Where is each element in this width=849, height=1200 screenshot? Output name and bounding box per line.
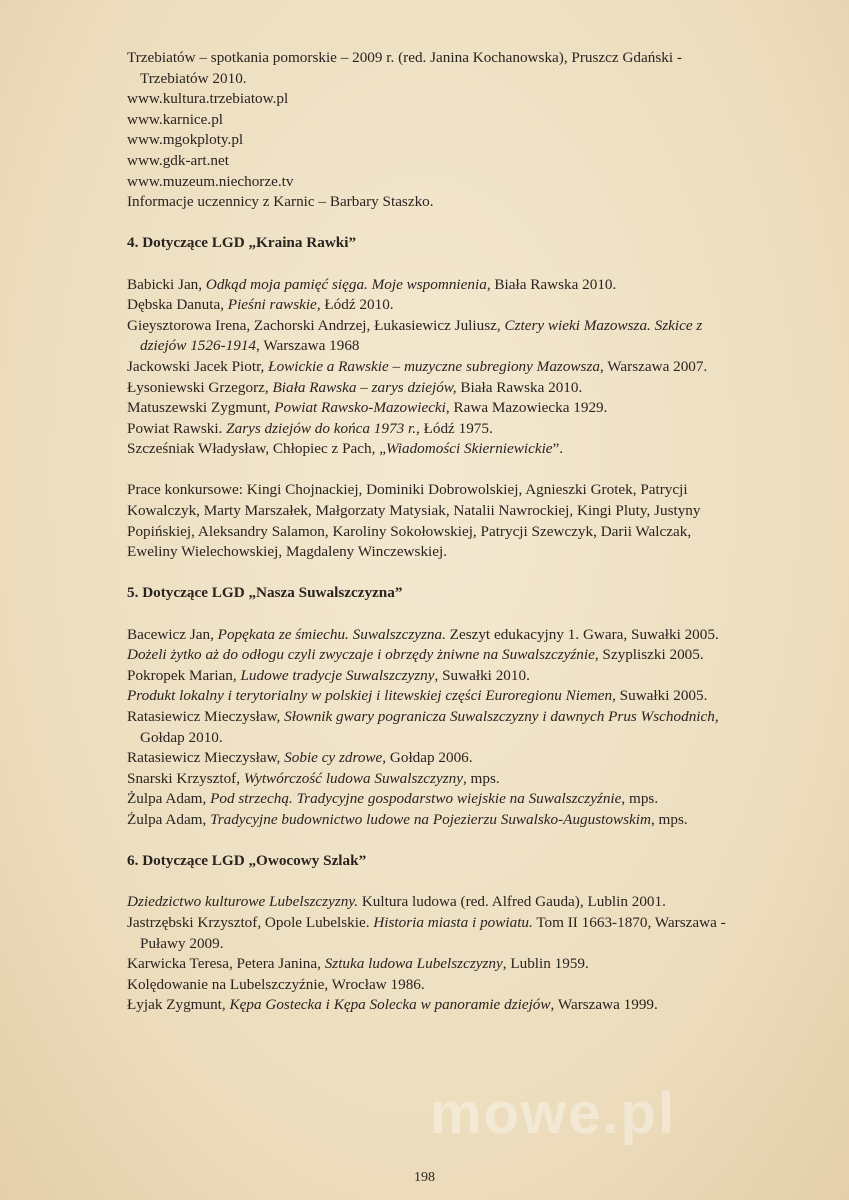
entry-pub: , Warszawa 2007.: [599, 357, 708, 375]
entry-pub: , Warszawa 1968: [256, 337, 360, 355]
entry-title: Cztery wieki Mazowsza. Szkice z dziejów 1526-1914: [140, 316, 703, 355]
bib-entry-url[interactable]: www.gdk-art.net: [127, 151, 229, 169]
entry-title: Ludowe tradycje Suwalszczyzny: [240, 666, 435, 684]
page-content: [127, 48, 727, 1016]
bib-entry: [127, 398, 727, 419]
bib-entry-url[interactable]: www.mgokploty.pl: [127, 131, 244, 149]
entry-title: Odkąd moja pamięć sięga. Moje wspomnienia: [205, 275, 487, 293]
bib-entry-url[interactable]: www.kultura.trzebiatow.pl: [127, 90, 289, 108]
bib-entry: [127, 666, 727, 687]
entry-author: Powiat Rawski.: [127, 419, 227, 437]
entry-author: Gieysztorowa Irena, Zachorski Andrzej, Łukasiewicz Juliusz,: [127, 316, 505, 334]
entry-title: Łowickie a Rawskie – muzyczne subregiony Mazowsza: [268, 357, 600, 375]
contest-works: Prace konkursowe: Kingi Chojnackiej, Dominiki Dobrowolskiej, Agnieszki Grotek, Patrycji Kowalczyk, Marty Marszałek, Małgorzaty Matysiak, Natalii Nawrockiej, Kingi Pluty, Justyny Popińskiej, Aleksandry Salamon, Karoliny Sokołowskiej, Patrycji Szewczyk, Darii Walczak, Eweliny Wielechowskiej, Magdaleny Winczewskiej.: [127, 481, 701, 561]
entry-author: Dębska Danuta,: [127, 296, 228, 314]
bib-entry: [127, 439, 727, 460]
entry-pub: , Rawa Mazowiecka 1929.: [445, 399, 608, 417]
entry-pub: , mps.: [621, 790, 659, 808]
bib-entry: [127, 625, 727, 646]
entry-title: Biała Rawska – zarys dziejów,: [272, 378, 457, 396]
entry-author: Pokropek Marian,: [127, 666, 241, 684]
entry-pub: , Łódź 1975.: [416, 419, 493, 437]
entry-title: Słownik gwary pogranicza Suwalszczyzny i dawnych Prus Wschodnich,: [284, 708, 719, 725]
entry-title: Dziedzictwo kulturowe Lubelszczyzny.: [127, 893, 359, 911]
bib-entry-url[interactable]: www.muzeum.niechorze.tv: [127, 172, 294, 190]
entry-pub: , Warszawa 1999.: [550, 996, 658, 1014]
section-heading: 4. Dotyczące LGD „Kraina Rawki”: [127, 234, 357, 252]
watermark: mowe.pl: [430, 1081, 677, 1146]
bib-entry: [127, 892, 727, 913]
entry-author: Ratasiewicz Mieczysław,: [127, 749, 285, 767]
bib-entry: Trzebiatów – spotkania pomorskie – 2009 r. (red. Janina Kochanowska), Pruszcz Gdański - Trzebiatów 2010.: [127, 49, 682, 87]
entry-title: Popękata ze śmiechu. Suwalszczyzna.: [217, 625, 446, 643]
bib-entry: [127, 707, 727, 748]
entry-author: Karwicka Teresa, Petera Janina,: [127, 955, 325, 973]
bib-entry: [127, 995, 727, 1016]
entry-pub: , mps.: [462, 769, 500, 787]
entry-author: Bacewicz Jan,: [127, 625, 218, 643]
entry-author: Babicki Jan,: [127, 275, 206, 293]
entry-pub: Tom II 1663-1870, Warszawa - Puławy 2009.: [140, 913, 726, 952]
entry-pub: ”.: [552, 440, 564, 458]
bib-entry: [127, 789, 727, 810]
entry-title: Produkt lokalny i terytorialny w polskiej i litewskiej części Euroregionu Niemen: [127, 687, 613, 705]
entry-pub: Gołdap 2010.: [140, 728, 223, 746]
bib-entry: [127, 419, 727, 440]
entry-author: Ratasiewicz Mieczysław,: [127, 708, 285, 725]
entry-title: Tradycyjne budownictwo ludowe na Pojezierzu Suwalsko-Augustowskim: [210, 810, 651, 828]
entry-author: Łysoniewski Grzegorz,: [127, 378, 273, 396]
entry-author: Jastrzębski Krzysztof, Opole Lubelskie.: [127, 913, 374, 931]
bib-entry: [127, 810, 727, 831]
entry-author: Matuszewski Zygmunt,: [127, 399, 275, 417]
entry-pub: , Suwałki 2005.: [612, 687, 708, 705]
entry-author: Snarski Krzysztof,: [127, 769, 244, 787]
bib-entry: [127, 295, 727, 316]
bib-entry: [127, 275, 727, 296]
page-number: 198: [414, 1170, 435, 1185]
section-heading: 5. Dotyczące LGD „Nasza Suwalszczyzna”: [127, 584, 403, 602]
entry-pub: Kultura ludowa (red. Alfred Gauda), Lublin 2001.: [358, 893, 666, 911]
bib-entry: [127, 954, 727, 975]
entry-pub: , Gołdap 2006.: [382, 749, 473, 767]
bib-entry: [127, 748, 727, 769]
entry-pub: Zeszyt edukacyjny 1. Gwara, Suwałki 2005.: [445, 625, 719, 643]
entry-pub: , Suwałki 2010.: [434, 666, 530, 684]
bib-entry: Informacje uczennicy z Karnic – Barbary Staszko.: [127, 193, 434, 211]
bib-entry-url[interactable]: www.karnice.pl: [127, 110, 224, 128]
entry-pub: , Łódź 2010.: [316, 296, 394, 314]
entry-author: Żulpa Adam,: [127, 790, 211, 808]
entry-title: Pod strzechą. Tradycyjne gospodarstwo wiejskie na Suwalszczyźnie: [210, 790, 622, 808]
entry-title: Sobie cy zdrowe: [284, 749, 383, 767]
entry-author: Jackowski Jacek Piotr,: [127, 357, 269, 375]
entry-title: Zarys dziejów do końca 1973 r.: [226, 419, 416, 437]
entry-title: Pieśni rawskie: [227, 296, 317, 314]
entry-title: Wiadomości Skierniewickie: [385, 440, 553, 458]
bib-entry: [127, 378, 727, 399]
bib-entry: [127, 357, 727, 378]
entry-pub: , Szypliszki 2005.: [594, 646, 704, 664]
entry-pub: Biała Rawska 2010.: [456, 378, 583, 396]
entry-title: Powiat Rawsko-Mazowiecki: [274, 399, 446, 417]
entry-title: Dożeli żytko aż do odłogu czyli zwyczaje i obrzędy żniwne na Suwalszczyźnie: [127, 646, 595, 664]
bib-entry: [127, 645, 727, 666]
entry-author: Łyjak Zygmunt,: [127, 996, 230, 1014]
entry-title: Sztuka ludowa Lubelszczyzny: [324, 955, 503, 973]
entry-pub: , Biała Rawska 2010.: [486, 275, 617, 293]
bib-entry: [127, 316, 727, 357]
entry-title: Kępa Gostecka i Kępa Solecka w panoramie dziejów: [229, 996, 551, 1014]
entry-author: Szcześniak Władysław, Chłopiec z Pach, „: [127, 440, 386, 458]
bib-entry: Kolędowanie na Lubelszczyźnie, Wrocław 1986.: [127, 975, 425, 993]
bib-entry: [127, 913, 727, 954]
entry-title: Historia miasta i powiatu.: [373, 913, 533, 931]
section-heading: 6. Dotyczące LGD „Owocowy Szlak”: [127, 852, 367, 870]
bib-entry: [127, 769, 727, 790]
entry-pub: , Lublin 1959.: [502, 955, 589, 973]
entry-title: Wytwórczość ludowa Suwalszczyzny: [243, 769, 463, 787]
entry-author: Żulpa Adam,: [127, 810, 211, 828]
entry-pub: , mps.: [650, 810, 688, 828]
bib-entry: [127, 686, 727, 707]
